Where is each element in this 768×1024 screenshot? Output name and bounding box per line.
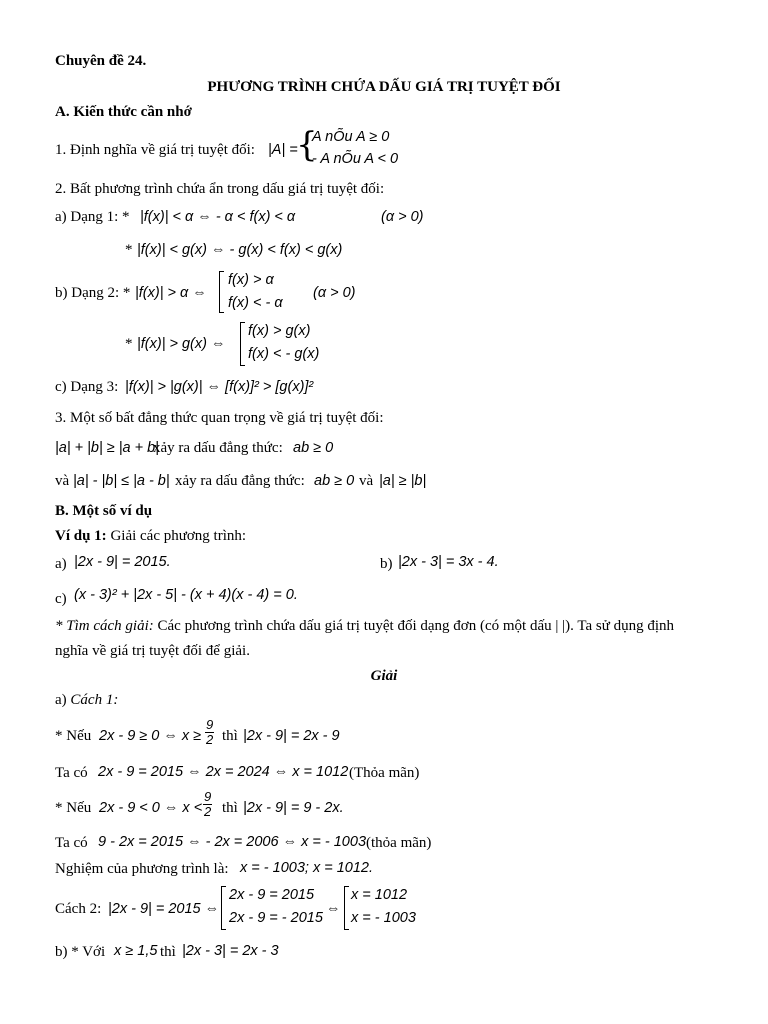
definition-case-2: - A nÕu A < 0 bbox=[312, 151, 399, 167]
case-1-condition: 2x - 9 ≥ 0 ⇔ x ≥ bbox=[99, 728, 202, 744]
method-2-result-2: x = - 1003 bbox=[351, 910, 416, 926]
solution-a-label: a) bbox=[55, 692, 67, 708]
form1-label: a) Dạng 1: * bbox=[55, 209, 130, 225]
form1-a-condition: (α > 0) bbox=[381, 209, 424, 225]
form1-b-star: * bbox=[125, 242, 133, 258]
ineq3-b-and-2: và bbox=[359, 473, 374, 489]
left-bracket-icon bbox=[240, 322, 245, 366]
ineq3-b-and: và bbox=[55, 473, 70, 489]
chapter-label: Chuyên đề 24. bbox=[55, 53, 147, 69]
form2-a-case-1: f(x) > α bbox=[228, 272, 274, 288]
case-2-condition: 2x - 9 < 0 ⇔ x < bbox=[99, 800, 203, 816]
ineq3-b-condition: ab ≥ 0 bbox=[314, 473, 355, 489]
form2-b-lhs: |f(x)| > g(x) ⇔ bbox=[137, 336, 226, 352]
form2-label: b) Dạng 2: * bbox=[55, 285, 131, 301]
solution-b-condition: x ≥ 1,5 bbox=[114, 943, 158, 959]
case-2-calc-note: (thỏa mãn) bbox=[366, 835, 432, 851]
solution-b-prefix: b) * Với bbox=[55, 944, 106, 960]
case-1-calc-prefix: Ta có bbox=[55, 765, 88, 781]
method-2-result-1: x = 1012 bbox=[351, 887, 408, 903]
definition-label: 1. Định nghĩa về giá trị tuyệt đối: bbox=[55, 142, 255, 158]
example-1c-equation: (x - 3)² + |2x - 5| - (x + 4)(x - 4) = 0. bbox=[74, 587, 298, 603]
hint-text-2: nghĩa về giá trị tuyệt đối để giải. bbox=[55, 643, 250, 659]
form3-label: c) Dạng 3: bbox=[55, 379, 119, 395]
solution-b-then: thì bbox=[160, 944, 176, 960]
example-1b-equation: |2x - 3| = 3x - 4. bbox=[398, 554, 499, 570]
example-1-text: Giải các phương trình: bbox=[110, 528, 247, 544]
ineq3-b-condition-2: |a| ≥ |b| bbox=[379, 473, 427, 489]
section-b-heading: B. Một số ví dụ bbox=[55, 503, 153, 519]
definition-case-1: A nÕu A ≥ 0 bbox=[312, 129, 390, 145]
case-2-then: thì bbox=[222, 800, 238, 816]
ineq3-intro: 3. Một số bất đẳng thức quan trọng về giá trị tuyệt đối: bbox=[55, 410, 384, 426]
page-title: PHƯƠNG TRÌNH CHỨA DẤU GIÁ TRỊ TUYỆT ĐỐI bbox=[207, 79, 561, 95]
hint-label: * Tìm cách giải: bbox=[55, 618, 154, 634]
roots-text: Nghiệm của phương trình là: bbox=[55, 861, 229, 877]
method-2-case-2: 2x - 9 = - 2015 bbox=[229, 910, 323, 926]
solution-a-line bbox=[55, 691, 118, 709]
method-1-label: Cách 1: bbox=[70, 692, 119, 708]
case-1-then: thì bbox=[222, 728, 238, 744]
ineq3-b-text: xảy ra dấu đẳng thức: bbox=[175, 473, 305, 489]
ineq3-a-formula: |a| + |b| ≥ |a + b| bbox=[55, 440, 159, 456]
roots-values: x = - 1003; x = 1012. bbox=[240, 860, 374, 876]
case-2-calc: 9 - 2x = 2015 ⇔ - 2x = 2006 ⇔ x = - 1003 bbox=[98, 834, 367, 850]
example-1-label: Ví dụ 1: bbox=[55, 528, 107, 544]
form1-a-formula: |f(x)| < α ⇔ - α < f(x) < α bbox=[140, 209, 296, 225]
form2-b-case-1: f(x) > g(x) bbox=[248, 323, 311, 339]
case-1-result: |2x - 9| = 2x - 9 bbox=[243, 728, 340, 744]
method-2-case-1: 2x - 9 = 2015 bbox=[229, 887, 315, 903]
form2-b-case-2: f(x) < - g(x) bbox=[248, 346, 320, 362]
form2-a-case-2: f(x) < - α bbox=[228, 295, 283, 311]
form3-formula: |f(x)| > |g(x)| ⇔ [f(x)]² > [g(x)]² bbox=[125, 379, 314, 395]
method-2-arrow: ⇔ bbox=[326, 901, 341, 917]
case-2-prefix: * Nếu bbox=[55, 800, 92, 816]
form2-b-star: * bbox=[125, 336, 133, 352]
method-2-lhs: |2x - 9| = 2015 ⇔ bbox=[108, 901, 220, 917]
definition-lhs: |A| = bbox=[268, 142, 298, 158]
case-1-calc-note: (Thỏa mãn) bbox=[349, 765, 420, 781]
section-a-heading: A. Kiến thức cần nhớ bbox=[55, 104, 192, 120]
solution-b-result: |2x - 3| = 2x - 3 bbox=[182, 943, 279, 959]
hint-text-1: Các phương trình chứa dấu giá trị tuyệt đối dạng đơn (có một dấu | |). Ta sử dụng định bbox=[157, 618, 675, 634]
ineq3-b-formula: |a| - |b| ≤ |a - b| bbox=[73, 473, 170, 489]
left-bracket-icon bbox=[344, 886, 349, 930]
solution-heading: Giải bbox=[370, 668, 398, 684]
ineq3-a-text: xảy ra dấu đẳng thức: bbox=[153, 440, 283, 456]
left-brace-icon: { bbox=[296, 125, 318, 165]
form2-a-condition: (α > 0) bbox=[313, 285, 356, 301]
fraction-9-over-2: $\frac{9}{2}$ bbox=[206, 717, 214, 747]
case-1-calc: 2x - 9 = 2015 ⇔ 2x = 2024 ⇔ x = 1012 bbox=[98, 764, 349, 780]
fraction-9-over-2: $\frac{9}{2}$ bbox=[204, 789, 212, 819]
example-1a-label: a) bbox=[55, 556, 67, 572]
method-2-label: Cách 2: bbox=[55, 901, 102, 917]
example-1-line bbox=[55, 527, 246, 545]
example-1a-equation: |2x - 9| = 2015. bbox=[74, 554, 171, 570]
form2-a-lhs: |f(x)| > α ⇔ bbox=[135, 285, 207, 301]
inequality-intro: 2. Bất phương trình chứa ẩn trong dấu giá trị tuyệt đối: bbox=[55, 181, 385, 197]
example-1b-label: b) bbox=[380, 556, 393, 572]
case-1-prefix: * Nếu bbox=[55, 728, 92, 744]
case-2-calc-prefix: Ta có bbox=[55, 835, 88, 851]
hint-line-1 bbox=[55, 617, 674, 635]
example-1c-label: c) bbox=[55, 591, 67, 607]
ineq3-a-condition: ab ≥ 0 bbox=[293, 440, 334, 456]
left-bracket-icon bbox=[219, 271, 224, 313]
form1-b-formula: |f(x)| < g(x) ⇔ - g(x) < f(x) < g(x) bbox=[137, 242, 343, 258]
case-2-result: |2x - 9| = 9 - 2x. bbox=[243, 800, 344, 816]
left-bracket-icon bbox=[221, 886, 226, 930]
